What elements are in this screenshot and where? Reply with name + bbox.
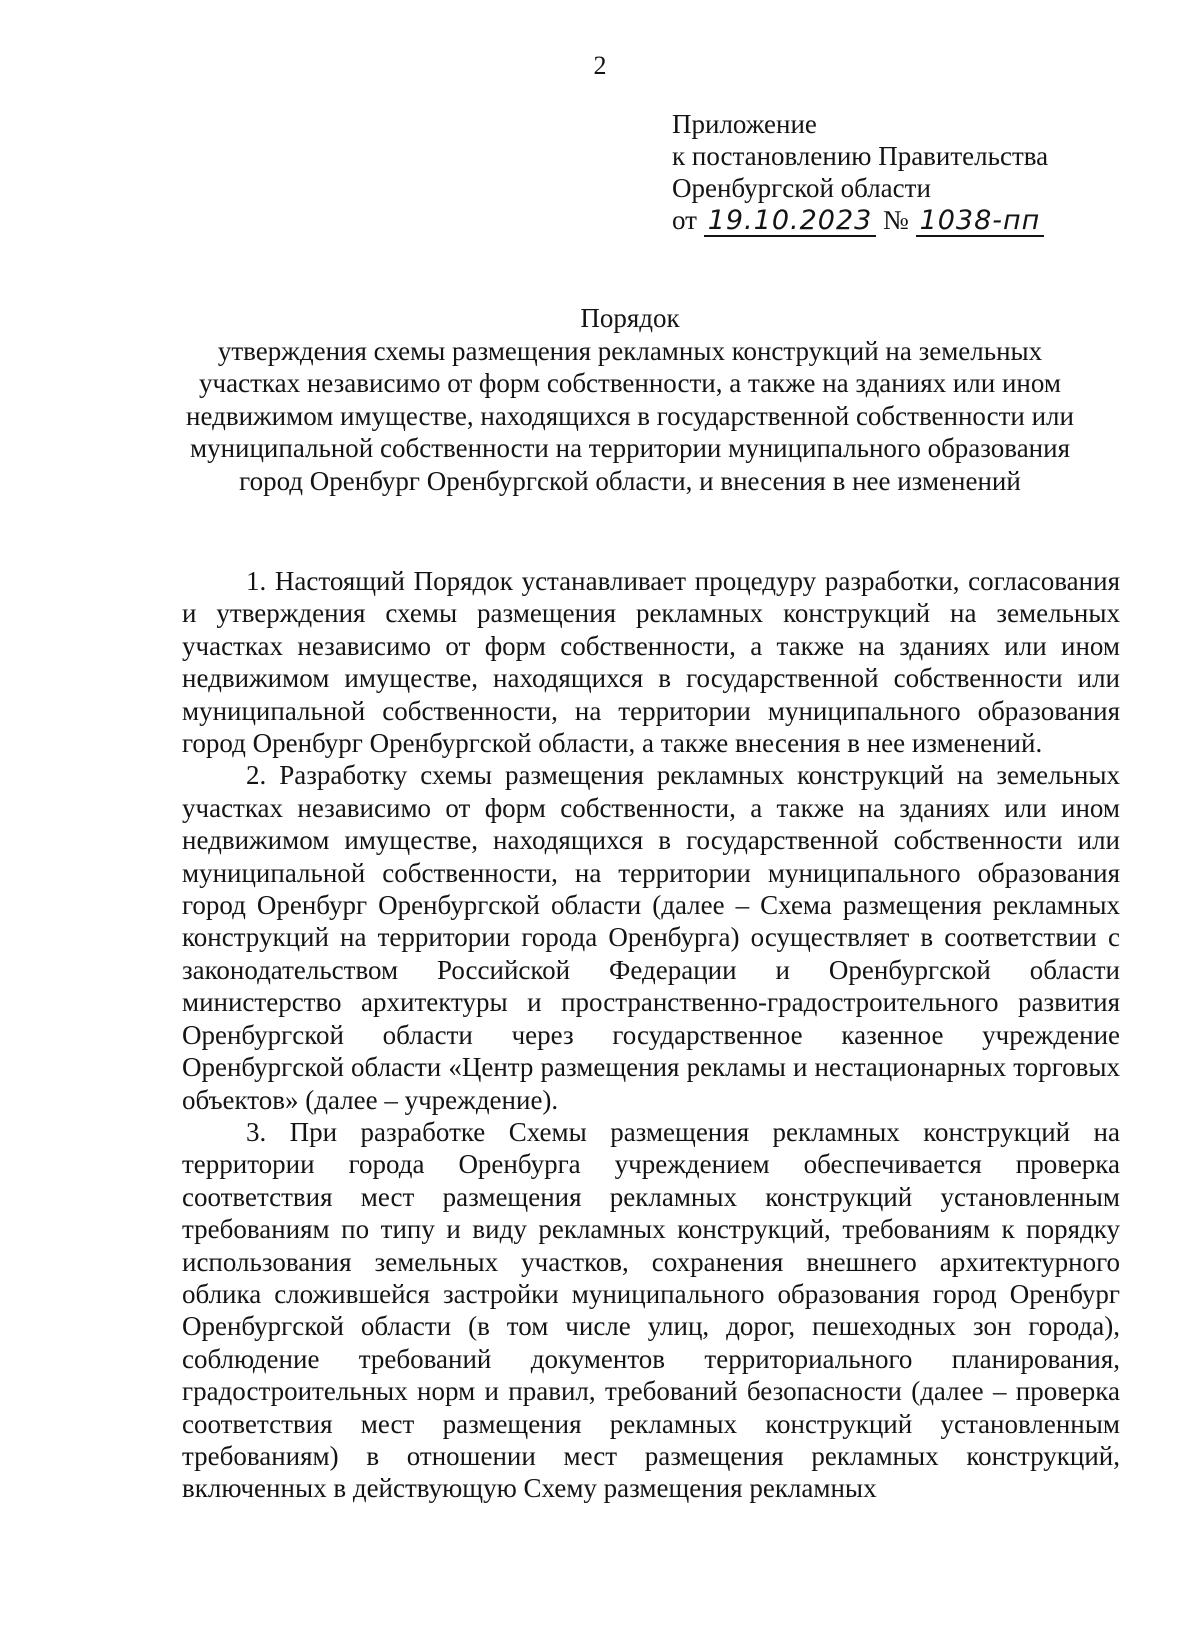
title-heading: Порядок [580,303,680,333]
date-prefix: от [672,205,697,235]
appendix-reference: к постановлению Правительства [672,141,1049,171]
paragraph-2: 2. Разработку схемы размещения рекламных конструкций на земельных участках независимо от форм собственности, а также на зданиях или ином недвижимом имуществе, находящихся в государственной собственности или муниципальной собственности, на территории муниципального образования город Оренбург Оренбургской области (далее – Схема размещения рекламных конструкций на территории города Оренбурга) осуществляет в соответствии с законодательством Российской Федерации и Оренбургской области министерство архитектуры и пространственно-градостроительного развития Оренбургской области через государственное казенное учреждение Оренбургской области «Центр размещения рекламы и нестационарных торговых объектов» (далее – учреждение). [182,760,1120,1115]
document-title [170,302,1090,497]
handwritten-date: 19.10.2023 [704,207,877,237]
appendix-block [672,108,1048,237]
appendix-region: Оренбургской области [672,173,931,203]
number-sign: № [883,205,909,235]
paragraph-3: 3. При разработке Схемы размещения рекламных конструкций на территории города Оренбурга учреждением обеспечивается проверка соответствия мест размещения рекламных конструкций установленным требованиям по типу и виду рекламных конструкций, требованиям к порядку использования земельных участков, сохранения внешнего архитектурного облика сложившейся застройки муниципального образования город Оренбург Оренбургской области (в том числе улиц, дорог, пешеходных зон города), соблюдение требований документов территориального планирования, градостроительных норм и правил, требований безопасности (далее – проверка соответствия мест размещения рекламных конструкций установленным требованиям) в отношении мест размещения рекламных конструкций, включенных в действующую Схему размещения рекламных [182,1116,1120,1504]
appendix-date-line [672,204,1048,237]
appendix-label: Приложение [672,109,817,139]
document-body [182,565,1120,1505]
title-subheading: утверждения схемы размещения рекламных конструкций на земельных участках независимо от форм собственности, а также на зданиях или ином недвижимом имуществе, находящихся в государственной собственности или муниципальной собственности на территории муниципального образования город Оренбург Оренбургской области, и внесения в нее изменений [186,335,1074,496]
paragraph-1: 1. Настоящий Порядок устанавливает процедуру разработки, согласования и утверждения схемы размещения рекламных конструкций на земельных участках независимо от форм собственности, а также на зданиях или ином недвижимом имуществе, находящихся в государственной собственности или муниципальной собственности, на территории муниципального образования город Оренбург Оренбургской области, а также внесения в нее изменений. [182,566,1120,759]
page-number: 2 [593,51,607,80]
handwritten-number: 1038-пп [916,207,1045,237]
